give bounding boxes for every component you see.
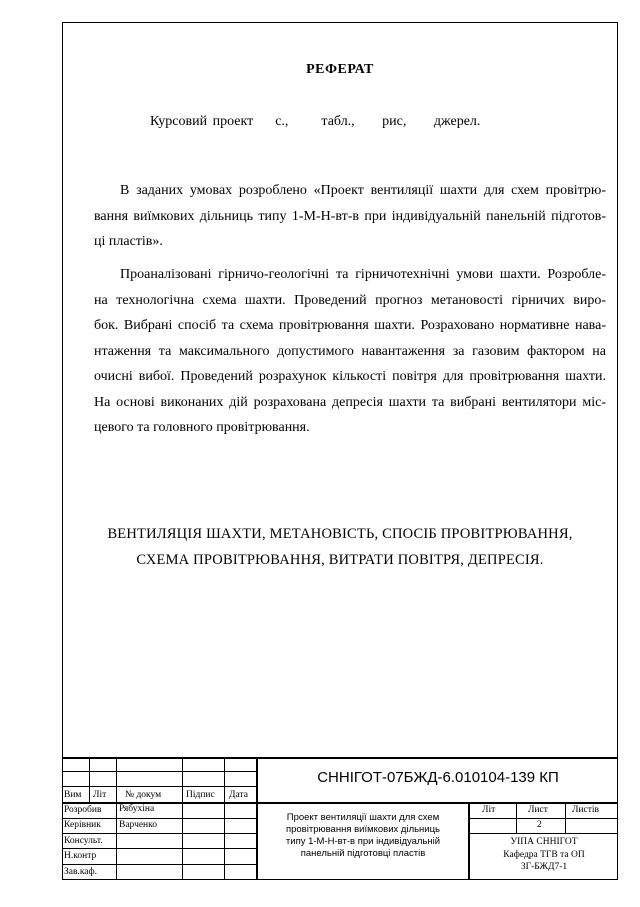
name-developer: Рябухіна: [119, 804, 155, 814]
stamp-top-line: [62, 757, 618, 759]
document-title: РЕФЕРАТ: [306, 62, 374, 77]
organization: [470, 836, 618, 874]
org-line: Кафедра ТГВ та ОП: [503, 849, 585, 860]
paragraph-line: цевого та головного провітрювання.: [94, 420, 310, 435]
sheets-label: Листів: [572, 805, 600, 815]
stamp-line: [62, 864, 256, 865]
page-frame: [62, 22, 618, 880]
paragraph-line: нтаження та максимального допустимого навантаження за газовим фактором на: [94, 343, 606, 359]
paragraph-line: В заданих умовах розроблено «Проект вентиляції шахти для схем провітрю-: [120, 183, 606, 198]
course-line: Курсовий проект с., табл., рис, джерел.: [150, 114, 481, 129]
stamp-vline: [224, 757, 225, 880]
document-code: СННІГОТ-07БЖД-6.010104-139 КП: [317, 769, 559, 786]
project-title-line: панельній підготовці пластів: [300, 848, 426, 859]
project-title-line: типу 1-М-Н-вт-в при індивідуальній: [285, 836, 441, 847]
stamp-vline: [565, 802, 566, 833]
sheet-label: Лист: [528, 805, 548, 815]
role-supervisor: Керівник: [64, 820, 101, 830]
name-supervisor: Варченко: [119, 820, 158, 830]
stamp-vline: [182, 757, 183, 880]
org-line: 3Г-БЖД7-1: [520, 862, 568, 872]
project-title: [260, 812, 466, 860]
stamp-line: [62, 818, 256, 819]
keywords-line-2: СХЕМА ПРОВІТРЮВАННЯ, ВИТРАТИ ПОВІТРЯ, ДЕПРЕСІЯ.: [136, 552, 544, 568]
paragraph-line: ці пластів».: [94, 234, 163, 249]
stamp-line: [62, 833, 256, 834]
stamp-line: [62, 786, 256, 787]
title-block: [62, 757, 618, 880]
paragraph-line: бок. Вибрані спосіб та схема провітрювання шахти. Розраховано нормативне нава-: [94, 318, 606, 333]
paragraph-2: [94, 262, 606, 441]
keywords-line-1: ВЕНТИЛЯЦІЯ ШАХТИ, МЕТАНОВІСТЬ, СПОСІБ ПРОВІТРЮВАННЯ,: [107, 526, 573, 542]
lit-label: Літ: [482, 805, 496, 815]
header-sign: Підпис: [186, 790, 215, 800]
paragraph-line: Проаналізовані гірничо-геологічні та гірничотехнічні умови шахти. Розробле-: [120, 267, 606, 282]
stamp-line: [468, 833, 618, 834]
header-date: Дата: [229, 790, 248, 800]
project-title-line: провітрювання виїмкових дільниць: [285, 824, 441, 835]
header-vym: Вим: [64, 790, 82, 800]
role-head-dept: Зав.каф.: [64, 867, 98, 877]
paragraph-line: очисні вибої. Проведений розрахунок кількості повітря для провітрювання шахти.: [94, 369, 606, 384]
stamp-line: [62, 848, 256, 849]
paragraph-1: [94, 178, 606, 255]
role-norm-control: Н.контр: [64, 851, 97, 861]
paragraph-line: на технологічна схема шахти. Проведений прогноз метановості гірничих виро-: [94, 292, 606, 308]
role-developer: Розробив: [64, 805, 102, 815]
stamp-line: [468, 818, 618, 819]
stamp-vline: [89, 757, 90, 803]
stamp-vline: [516, 802, 517, 833]
stamp-vline: [116, 757, 117, 880]
sheet-value: 2: [537, 820, 542, 830]
header-lit: Літ: [93, 790, 107, 800]
paragraph-line: вання виїмкових дільниць типу 1-М-Н-вт-в при індивідуальній панельній підготов-: [94, 208, 606, 224]
role-consultant: Консульт.: [64, 836, 103, 846]
stamp-line: [62, 771, 256, 772]
paragraph-line: На основі виконаних дій розрахована депресія шахти та вибрані вентилятори міс-: [94, 394, 606, 410]
header-doc: № докум: [125, 790, 162, 800]
project-title-line: Проект вентиляції шахти для схем: [286, 812, 440, 823]
org-line: УІПА СННІГОТ: [510, 837, 578, 847]
